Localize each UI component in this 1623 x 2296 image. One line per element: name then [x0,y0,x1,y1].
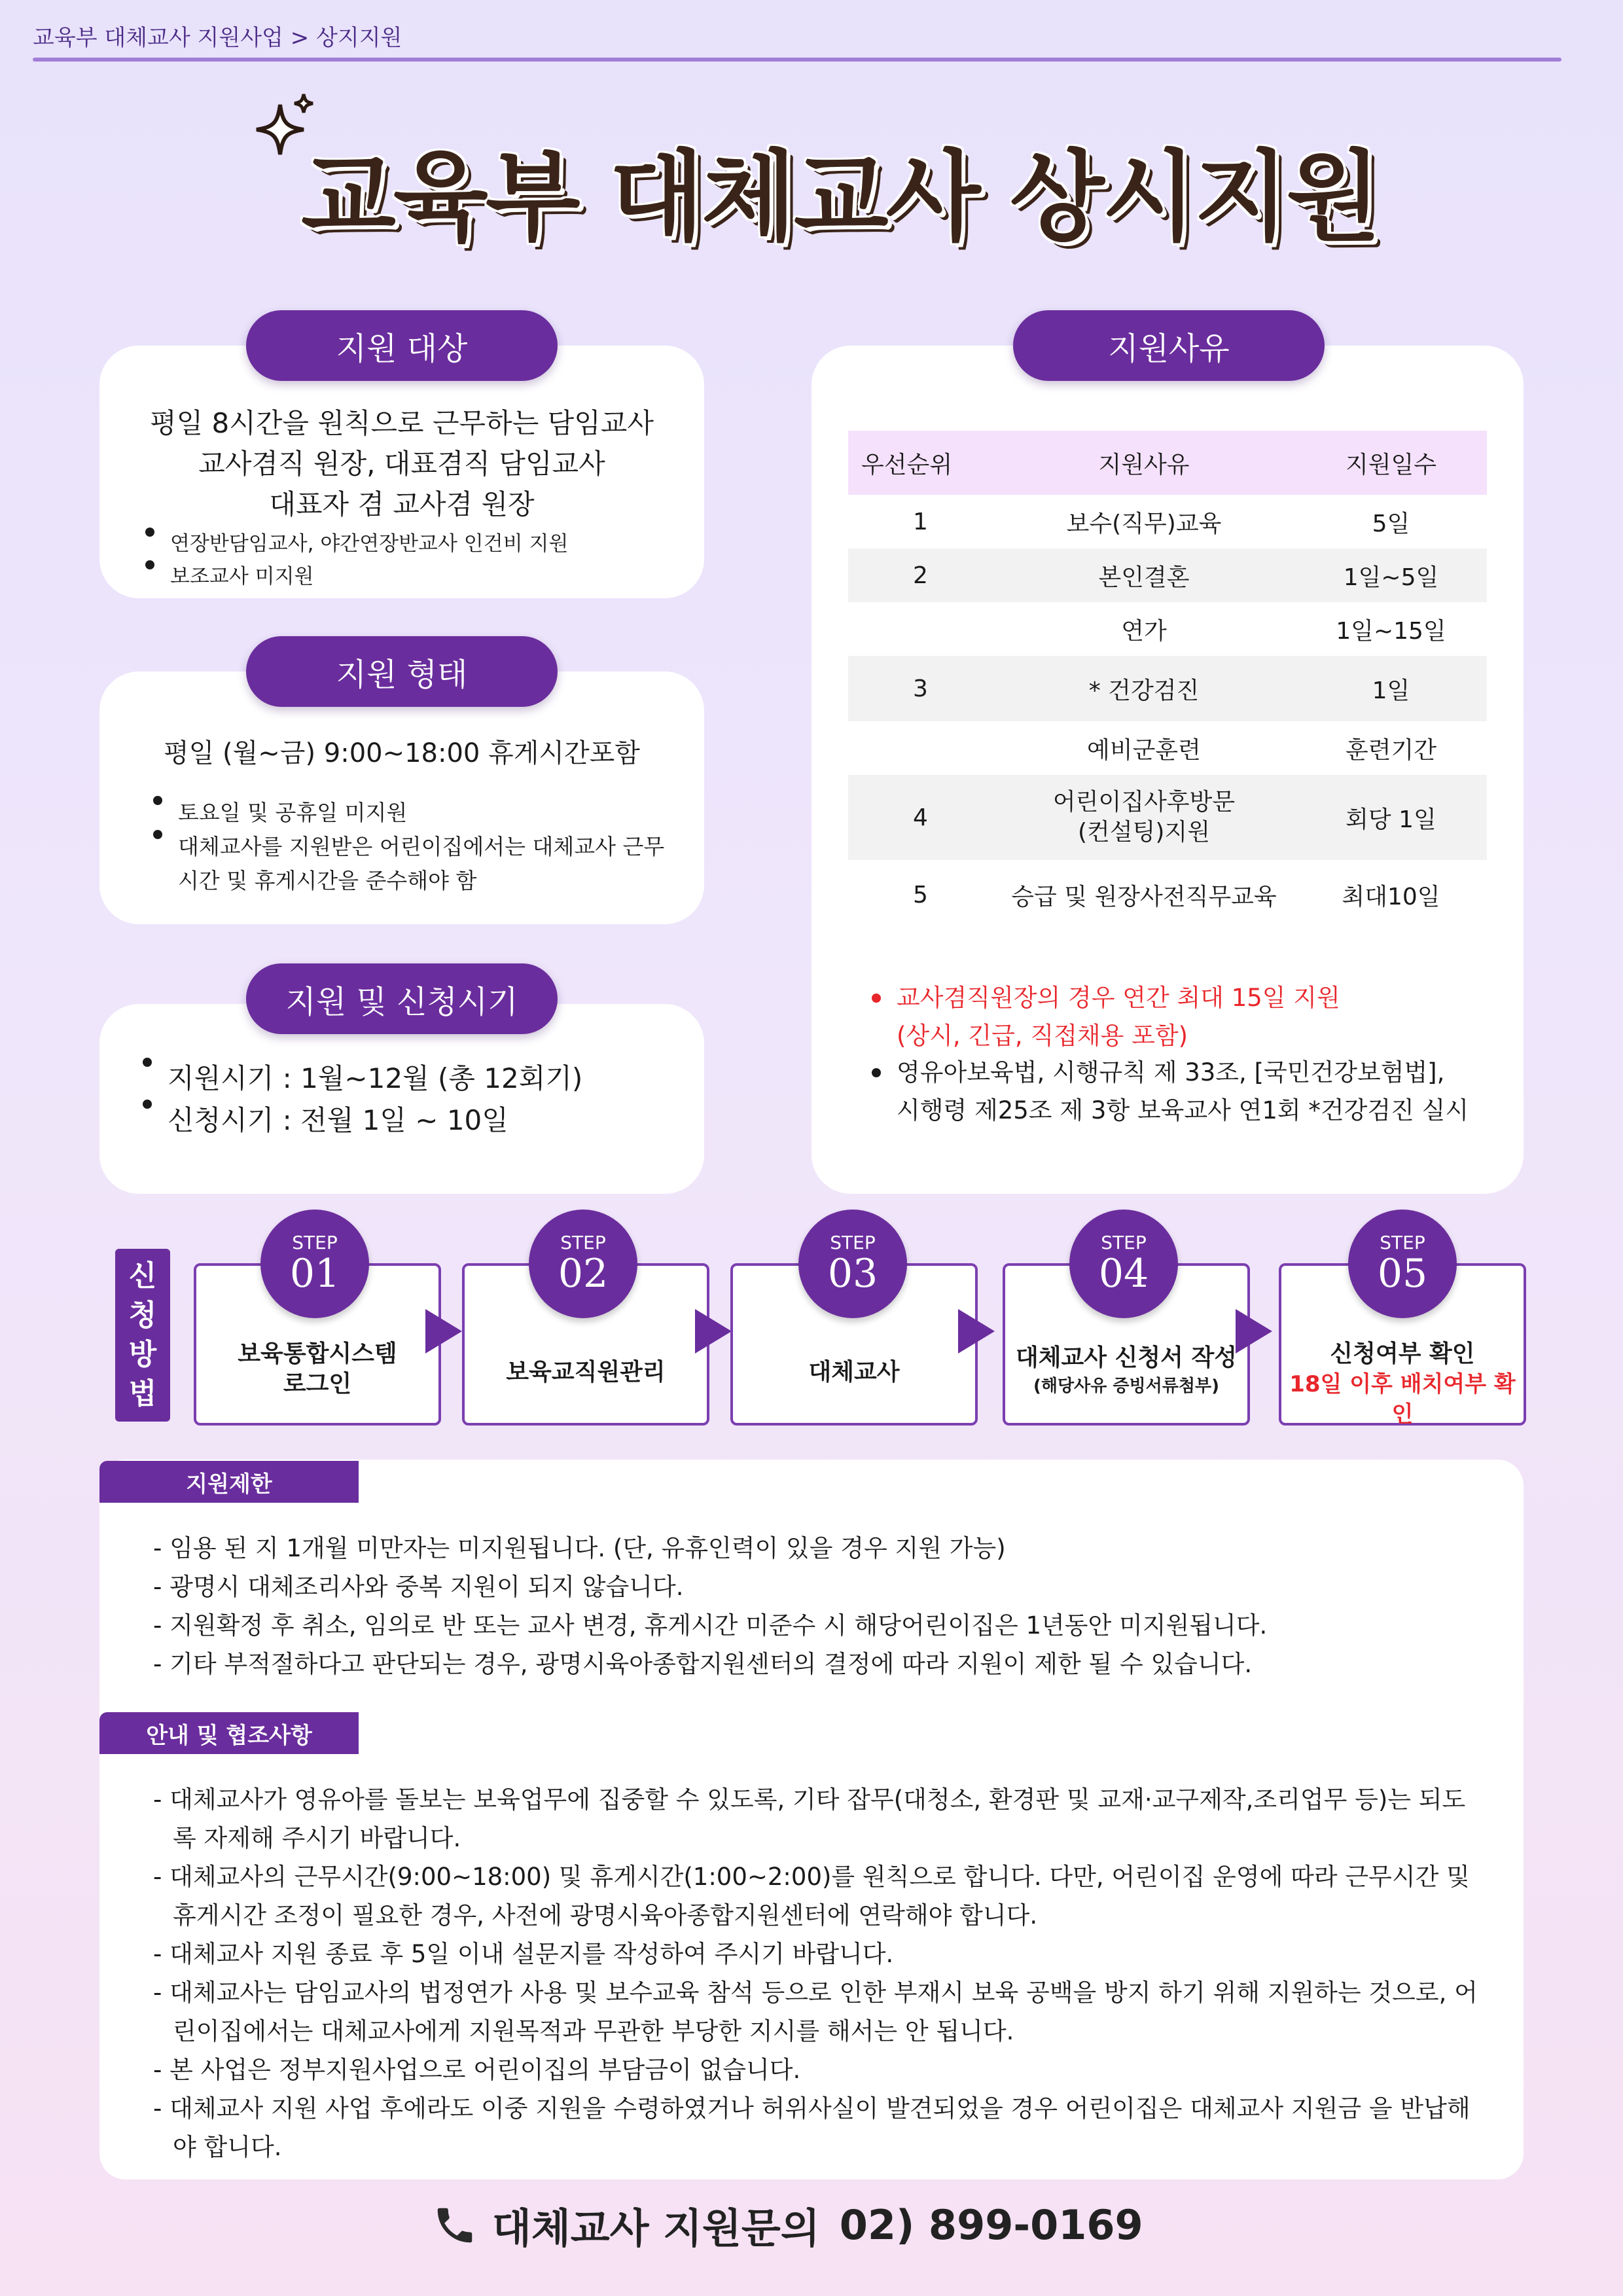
row-1-reason: 보수(직무)교육 [1066,510,1222,537]
target-line-3: 대표자 겸 교사겸 원장 [269,488,535,520]
note-red-1: 교사겸직원장의 경우 연간 최대 15일 지원 [897,984,1340,1012]
contact-phone[interactable]: 02) 899-0169 [839,2201,1143,2249]
step-03-badge [798,1210,907,1318]
note-red-2: (상시, 긴급, 직접채용 포함) [897,1022,1188,1050]
step-word: STEP [560,1232,606,1253]
table-row [848,548,1487,602]
form-bullet-1: 토요일 및 공휴일 미지원 [149,796,664,830]
row-4-days: 1일 [1295,656,1487,721]
step-04-line1: 대체교사 신청서 작성 [1015,1344,1238,1371]
guide-item: - 대체교사는 담임교사의 법정연가 사용 및 보수교육 참석 등으로 인한 부재시 보육 공백을 방지 하기 위해 지원하는 것으로, 어린이집에서는 대체교사에게 지원목적과 무관한 부당한 지시를 해서는 안 됩니다. [153,1979,1478,2045]
phone-icon [432,2202,478,2248]
side-char-3: 방 [128,1338,157,1371]
row-5-days: 훈련기간 [1345,736,1437,764]
table-row [848,602,1487,656]
target-bullet-1: 연장반담임교사, 야간연장반교사 인건비 지원 [141,528,568,560]
bullet-dot [872,1068,881,1077]
limits-item: - 지원확정 후 취소, 임의로 반 또는 교사 변경, 휴게시간 미준수 시 해당어린이집은 1년동안 미지원됩니다. [153,1611,1268,1640]
row-3-reason: 연가 [1121,617,1167,645]
row-2-days: 1일~5일 [1295,548,1487,602]
arrow-icon [958,1309,995,1354]
table-row [848,721,1487,775]
reasons-table [848,431,1487,929]
header-reason: 지원사유 [993,431,1295,495]
step-04-badge [1069,1210,1178,1318]
contact [432,2196,1143,2254]
row-1-days: 5일 [1372,510,1410,537]
limits-item: - 임용 된 지 1개월 미만자는 미지원됩니다. (단, 유휴인력이 있을 경우 지원 가능) [153,1534,1006,1562]
step-03-line1: 대체교사 [808,1359,900,1386]
target-label: 지원 대상 [246,310,558,381]
row-7-days: 최대10일 [1342,883,1440,910]
period-bullet-1: 지원시기 : 1월~12월 (총 12회기) [139,1058,582,1100]
target-line-1: 평일 8시간을 원칙으로 근무하는 담임교사 [150,407,654,439]
row-2-reason: 본인결혼 [993,548,1295,602]
row-7-priority: 5 [913,881,928,908]
table-row [848,775,1487,860]
step-01-line2: 로그인 [283,1371,352,1397]
note-2: 시행령 제25조 제 3항 보육교사 연1회 *건강검진 실시 [897,1096,1469,1124]
side-char-2: 청 [128,1299,157,1332]
row-3-priority [848,602,993,656]
guide-item: - 본 사업은 정부지원사업으로 어린이집의 부담금이 없습니다. [153,2056,801,2084]
form-label: 지원 형태 [246,636,558,707]
reasons-note [870,1054,1469,1130]
contact-label: 대체교사 지원문의 [492,2204,820,2252]
step-05-line2: 18일 이후 배치여부 확인 [1289,1371,1516,1427]
page-title: 교육부 대체교사 상시지원 [301,141,1379,255]
row-6-reason: 어린이집사후방문 (컨설팅)지원 [993,775,1295,860]
step-04-line2: (해당사유 증빙서류첨부) [1033,1376,1219,1396]
table-row [848,656,1487,721]
period-bullets [139,1058,582,1141]
step-word: STEP [830,1232,876,1253]
header-divider [33,58,1561,62]
reasons-header-row [848,431,1487,495]
table-row [848,860,1487,929]
table-row [848,495,1487,548]
row-6-days: 회당 1일 [1295,775,1487,860]
target-line-2: 교사겸직 원장, 대표겸직 담임교사 [198,448,605,480]
row-3-days: 1일~15일 [1336,617,1446,645]
bullet-dot [872,994,881,1003]
guide-label: 안내 및 협조사항 [99,1712,359,1754]
arrow-icon [425,1309,462,1354]
row-4-priority: 3 [848,656,993,721]
step-num: 01 [289,1251,340,1297]
step-num: 04 [1098,1251,1149,1297]
note-1: 영유아보육법, 시행규칙 제 33조, [국민건강보험법], [897,1058,1445,1086]
apply-method-label [115,1249,170,1422]
row-2-priority: 2 [848,548,993,602]
guide-item: - 대체교사 지원 종료 후 5일 이내 설문지를 작성하여 주시기 바랍니다. [153,1940,894,1968]
guide-item: - 대체교사 지원 사업 후에라도 이중 지원을 수령하였거나 허위사실이 발견되었을 경우 어린이집은 대체교사 지원금 을 반납해야 합니다. [153,2094,1471,2161]
form-bullet-2-cont: 시간 및 휴게시간을 준수해야 함 [178,868,477,893]
guide-item: - 대체교사가 영유아를 돌보는 보육업무에 집중할 수 있도록, 기타 잡무(대청소, 환경판 및 교재·교구제작,조리업무 등)는 되도록 자제해 주시기 바랍니다. [153,1785,1466,1852]
period-label: 지원 및 신청시기 [246,963,558,1034]
target-card [99,346,704,598]
step-02-badge [529,1210,637,1318]
step-05-line1: 신청여부 확인 [1330,1340,1475,1367]
step-num: 02 [558,1251,609,1297]
reasons-label: 지원사유 [1013,310,1325,381]
target-bullets [141,528,568,593]
step-word: STEP [1101,1232,1147,1253]
breadcrumb[interactable]: 교육부 대체교사 지원사업 > 상지지원 [33,25,402,51]
row-1-priority: 1 [913,508,928,535]
period-bullet-2: 신청시기 : 전월 1일 ~ 10일 [139,1100,582,1141]
step-word: STEP [292,1232,338,1253]
row-5-priority [848,721,993,775]
form-card [99,672,704,924]
side-char-4: 법 [128,1377,157,1410]
arrow-icon [695,1309,732,1354]
form-main: 평일 (월~금) 9:00~18:00 휴게시간포함 [164,738,640,768]
title-area [249,92,1379,255]
limits-label: 지원제한 [99,1461,359,1503]
guide-list [153,1780,1488,2166]
step-num: 03 [827,1251,878,1297]
side-char-1: 신 [128,1259,157,1293]
form-bullets [149,796,664,864]
reasons-note-red [870,979,1340,1055]
row-5-reason: 예비군훈련 [1087,736,1201,764]
row-4-reason: * 건강검진 [993,656,1295,721]
limits-item: - 광명시 대체조리사와 중복 지원이 되지 않습니다. [153,1573,684,1601]
guide-item: - 대체교사의 근무시간(9:00~18:00) 및 휴게시간(1:00~2:00)를 원칙으로 합니다. 다만, 어린이집 운영에 따라 근무시간 및 휴게시간 조정이 필요한 경우, 사전에 광명시육아종합지원센터에 연락해야 합니다. [153,1863,1470,1929]
row-7-reason: 승급 및 원장사전직무교육 [1011,883,1277,910]
step-word: STEP [1380,1232,1425,1253]
form-bullet-2: 대체교사를 지원받은 어린이집에서는 대체교사 근무 [149,830,664,864]
target-bullet-2: 보조교사 미지원 [141,560,568,593]
step-num: 05 [1377,1251,1428,1297]
step-02-line1: 보육교직원관리 [506,1359,666,1386]
step-05-badge [1348,1210,1457,1318]
limits-item: - 기타 부적절하다고 판단되는 경우, 광명시육아종합지원센터의 결정에 따라 지원이 제한 될 수 있습니다. [153,1650,1253,1678]
arrow-icon [1236,1309,1272,1354]
limits-list [153,1529,1488,1683]
row-6-priority: 4 [848,775,993,860]
step-01-line1: 보육통합시스템 [238,1340,397,1367]
header-days: 지원일수 [1295,431,1487,495]
step-01-badge [260,1210,369,1318]
header-priority: 우선순위 [848,431,993,495]
